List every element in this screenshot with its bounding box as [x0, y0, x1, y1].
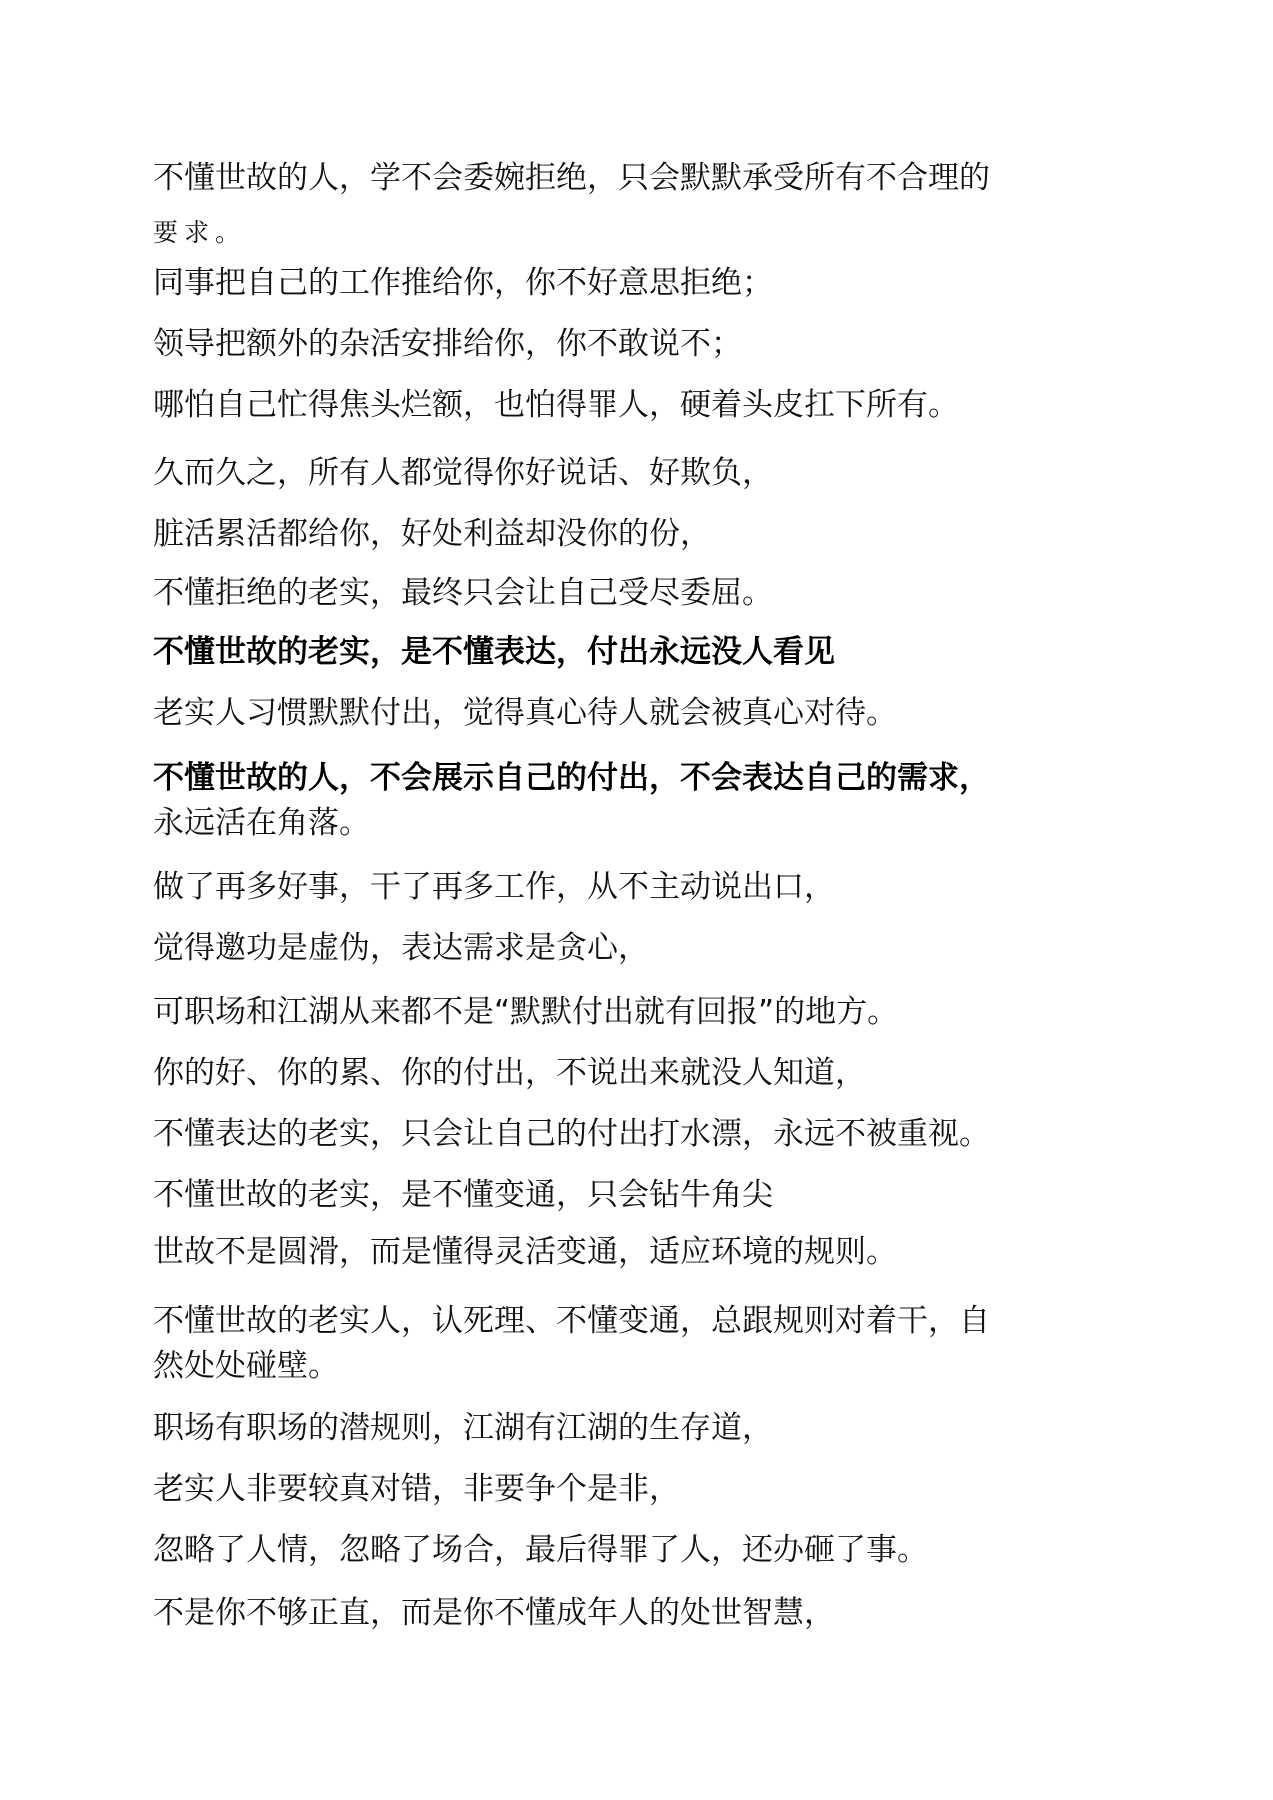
text-line: 做了再多好事，干了再多工作，从不主动说出口， — [153, 869, 835, 905]
text-line: 觉得邀功是虚伪，表达需求是贪心， — [153, 930, 649, 966]
text-line: 不是你不够正直，而是你不懂成年人的处世智慧， — [153, 1595, 835, 1631]
text-line: 不懂表达的老实，只会让自己的付出打水漂，永远不被重视。 — [153, 1116, 990, 1152]
section-heading: 不懂世故的老实，是不懂表达，付出永远没人看见 — [153, 634, 835, 670]
text-line: 不懂世故的老实，是不懂变通，只会钻牛角尖 — [153, 1177, 773, 1213]
text-line: 然处处碰壁。 — [153, 1348, 339, 1384]
text-line: 老实人非要较真对错，非要争个是非， — [153, 1471, 680, 1507]
text-line: 不懂世故的人，学不会委婉拒绝，只会默默承受所有不合理的 — [153, 160, 990, 196]
text-line: 脏活累活都给你，好处利益却没你的份， — [153, 516, 711, 552]
text-line: 永远活在角落。 — [153, 805, 370, 841]
text-line: 你的好、你的累、你的付出，不说出来就没人知道， — [153, 1055, 866, 1091]
text-line: 领导把额外的杂活安排给你，你不敢说不； — [153, 326, 742, 362]
text-line: 世故不是圆滑，而是懂得灵活变通，适应环境的规则。 — [153, 1234, 897, 1270]
text-line: 老实人习惯默默付出，觉得真心待人就会被真心对待。 — [153, 695, 897, 731]
text-line: 职场有职场的潜规则，江湖有江湖的生存道， — [153, 1410, 773, 1446]
text-line: 不懂世故的老实人，认死理、不懂变通，总跟规则对着干，自 — [153, 1303, 990, 1339]
text-line: 哪怕自己忙得焦头烂额，也怕得罪人，硬着头皮扛下所有。 — [153, 387, 959, 423]
text-line: 要求。 — [153, 218, 247, 247]
text-line: 可职场和江湖从来都不是“默默付出就有回报”的地方。 — [153, 994, 899, 1030]
text-line: 久而久之，所有人都觉得你好说话、好欺负， — [153, 455, 773, 491]
text-line: 不懂拒绝的老实，最终只会让自己受尽委屈。 — [153, 575, 773, 611]
text-line: 忽略了人情，忽略了场合，最后得罪了人，还办砸了事。 — [153, 1532, 928, 1568]
section-heading: 不懂世故的人，不会展示自己的付出，不会表达自己的需求， — [153, 760, 990, 796]
text-line: 同事把自己的工作推给你，你不好意思拒绝； — [153, 265, 773, 301]
